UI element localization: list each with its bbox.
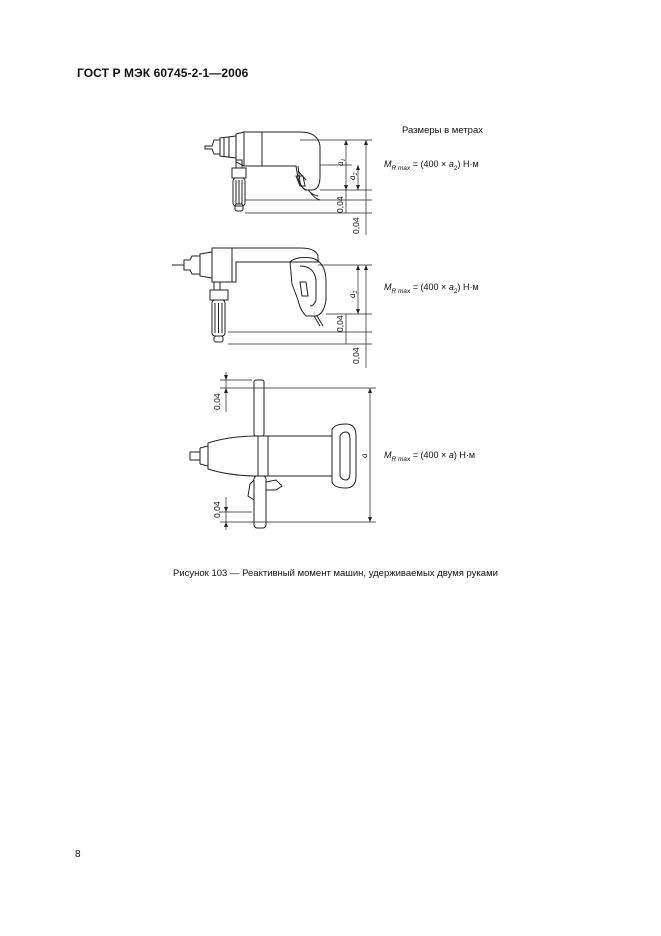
formula-3-rest: = (400 × [410,450,449,460]
fig3-a-label: a [359,453,369,458]
fig1-a2-label: $a_2$ [347,172,359,180]
fig2-dim-004-b: 0,04 [351,347,361,364]
formula-1-tail: ) Н·м [457,159,479,169]
formula-1-sub: R max [391,164,411,172]
formula-2-var: a [448,282,454,292]
figure-2-drill [172,248,326,342]
fig3-dim-004-top: 0,04 [212,393,222,410]
formula-3-var: a [448,450,454,460]
units-note: Размеры в метрах [402,125,483,136]
formula-3-sub: R max [391,455,411,463]
formula-1-m: M [384,159,392,169]
formula-1-varsub: 2 [453,164,458,172]
formula-3-m: M [384,450,392,460]
figure-1-drill [205,132,320,211]
formula-2-sub: R max [391,287,411,295]
fig1-dim-004-a: 0,04 [335,196,345,213]
fig2-dim-004-a: 0,04 [335,315,345,332]
page-number: 8 [75,849,81,860]
figure-caption: Рисунок 103 — Реактивный момент машин, удерживаемых двумя руками [173,568,498,579]
formula-2-varsub: 2 [453,287,458,295]
document-header: ГОСТ Р МЭК 60745-2-1—2006 [77,66,249,80]
formula-2-m: M [384,282,392,292]
fig3-dim-004-bottom: 0,04 [212,501,222,518]
formula-1-rest: = (400 × [410,159,449,169]
figure-3-dimensions [220,372,376,530]
formula-2-rest: = (400 × [410,282,449,292]
formula-3-tail: ) Н·м [453,450,476,460]
fig1-a1-label: $a_1$ [335,158,347,166]
formula-1-var: a [448,159,454,169]
formula-2-tail: ) Н·м [457,282,479,292]
fig1-dim-004-b: 0,04 [351,217,361,234]
fig2-a2-label: $a_2$ [347,290,359,298]
